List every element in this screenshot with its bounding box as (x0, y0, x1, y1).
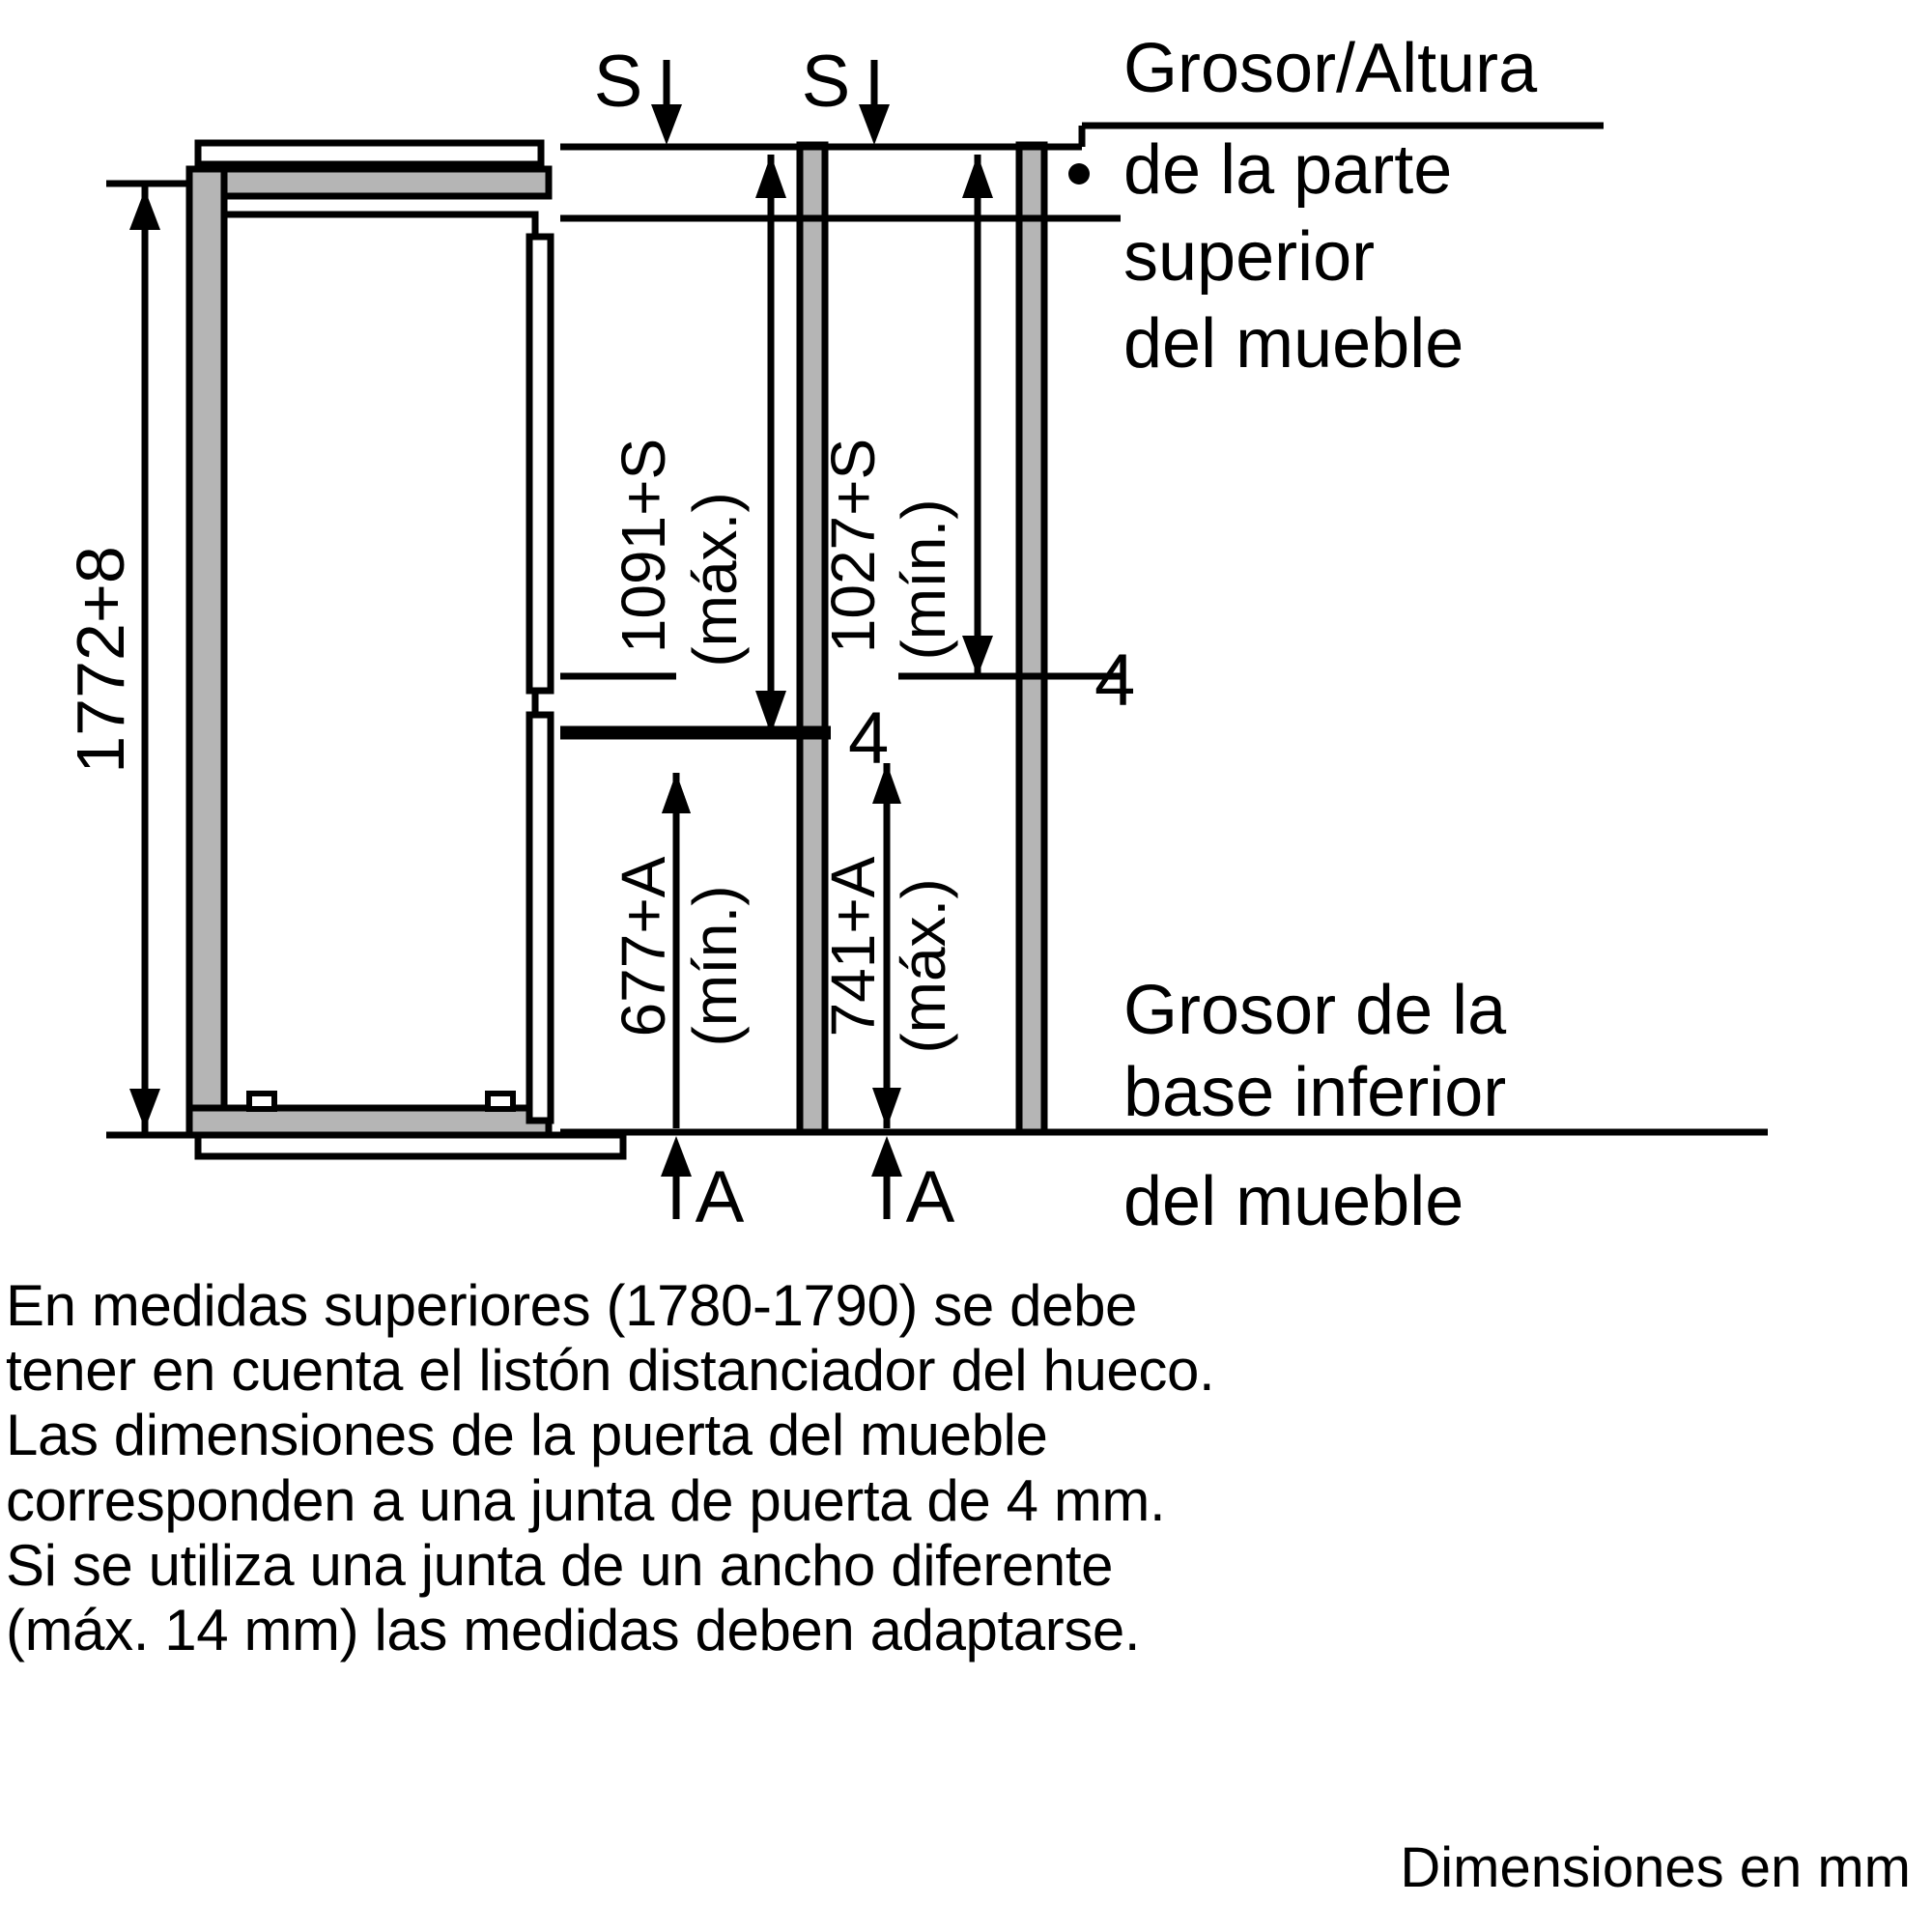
bottom-callout-line-3: del mueble (1123, 1163, 1464, 1240)
gap-label-mid: 4 (848, 697, 890, 780)
note-line-5: Si se utiliza una junta de un ancho diferente (6, 1532, 1114, 1598)
top-callout-line-4: del mueble (1123, 305, 1464, 383)
lower-max-dimension (818, 763, 958, 1128)
appliance-outline (189, 143, 623, 1156)
upper-max-dimension (609, 155, 786, 734)
unit-note: Dimensiones en mm (1400, 1836, 1911, 1899)
svg-text:S: S (801, 41, 851, 123)
notes-block (6, 1273, 1899, 1662)
a-dimension-right (871, 1136, 955, 1238)
upper-max-label: 1091+S (609, 438, 678, 654)
gap-label-right: 4 (1094, 639, 1136, 722)
lower-min-dimension (609, 773, 750, 1128)
bottom-callout (1123, 972, 1507, 1240)
note-line-6: (máx. 14 mm) las medidas deben adaptarse. (6, 1597, 1141, 1662)
bottom-callout-line-1: Grosor de la (1123, 972, 1507, 1049)
overall-height-dimension (63, 184, 188, 1135)
svg-text:S: S (593, 41, 643, 123)
lower-max-qualifier: (máx.) (889, 878, 958, 1054)
s-dimension-right (802, 41, 890, 145)
svg-text:A: A (695, 1156, 745, 1238)
overall-height-label: 1772+8 (63, 546, 138, 774)
upper-min-label: 1027+S (818, 438, 888, 654)
top-callout (1123, 30, 1538, 383)
bottom-callout-line-2: base inferior (1123, 1054, 1507, 1131)
svg-text:A: A (905, 1156, 955, 1238)
note-line-3: Las dimensiones de la puerta del mueble (6, 1403, 1048, 1468)
lower-max-label: 741+A (818, 856, 888, 1037)
a-dimension-left (661, 1136, 745, 1238)
note-line-4: corresponden a una junta de puerta de 4 mm. (6, 1467, 1166, 1533)
upper-min-dimension (818, 155, 993, 676)
lower-min-qualifier: (mín.) (680, 885, 750, 1047)
callout-dot (1068, 163, 1090, 185)
upper-min-qualifier: (mín.) (889, 498, 958, 661)
upper-max-qualifier: (máx.) (680, 492, 750, 668)
note-line-1: En medidas superiores (1780-1790) se debe (6, 1273, 1138, 1338)
lower-min-label: 677+A (609, 856, 678, 1037)
top-callout-line-2: de la parte (1123, 131, 1453, 209)
note-line-2: tener en cuenta el listón distanciador del hueco. (6, 1338, 1215, 1404)
top-callout-line-3: superior (1123, 218, 1376, 296)
s-dimension-left (594, 41, 682, 145)
top-callout-line-1: Grosor/Altura (1123, 30, 1538, 107)
